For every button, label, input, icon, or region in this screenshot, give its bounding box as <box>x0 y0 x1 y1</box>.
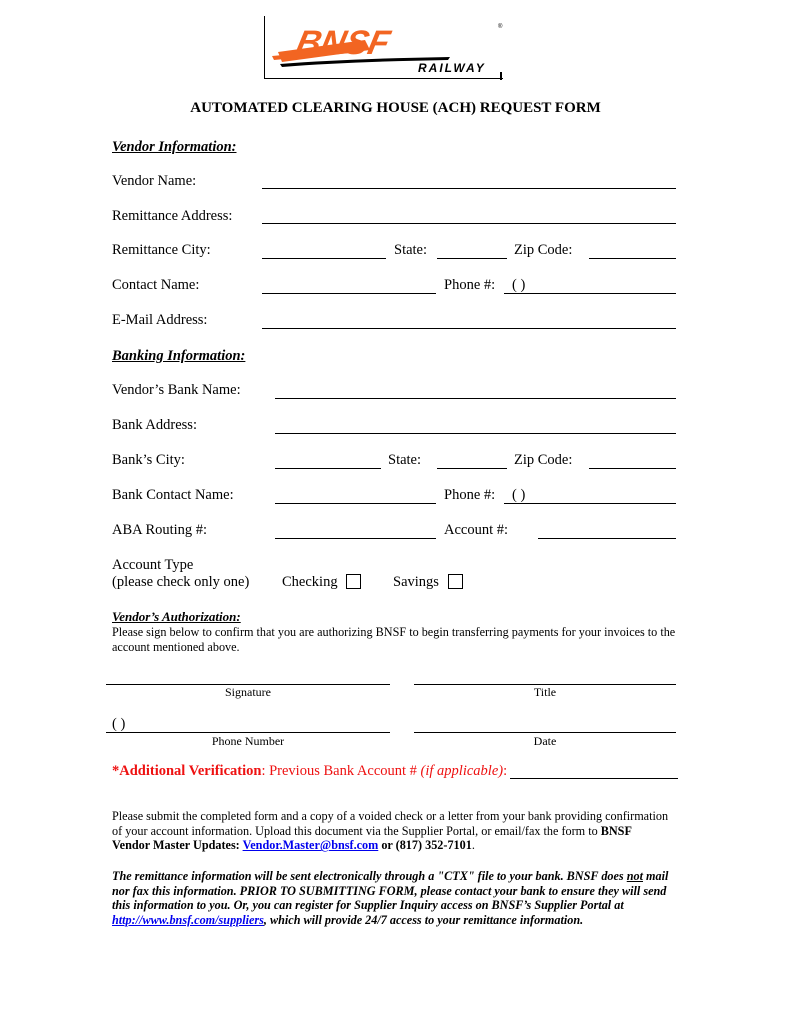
authorization-text: Please sign below to confirm that you are authorizing BNSF to begin transferring payments for your invoices to the account mentioned above. <box>112 625 676 654</box>
date-caption: Date <box>533 734 557 748</box>
contact-name-field[interactable] <box>262 293 436 294</box>
vendor-master-email-link[interactable]: Vendor.Master@bnsf.com <box>242 838 379 853</box>
bank-address-label: Bank Address: <box>112 417 197 433</box>
contact-name-label: Contact Name: <box>112 277 200 293</box>
previous-account-field[interactable] <box>510 778 678 779</box>
vendor-section-heading: Vendor Information: <box>112 139 237 155</box>
vendor-phone-label: Phone #: <box>444 277 496 293</box>
savings-checkbox[interactable] <box>448 574 463 589</box>
checking-checkbox[interactable] <box>346 574 361 589</box>
notice-part1: The remittance information will be sent electronically through a "CTX" file to your bank. BNSF does <box>112 869 627 883</box>
bank-state-field[interactable] <box>437 468 507 469</box>
remittance-notice <box>112 869 682 927</box>
remittance-address-label: Remittance Address: <box>112 208 233 224</box>
submit-end: . <box>471 838 475 853</box>
notice-not: not <box>626 869 643 883</box>
vendor-master-label: BNSF Vendor Master Updates: <box>112 823 632 853</box>
notice-part2: mail nor fax this information. PRIOR TO SUBMITTING FORM, please contact your bank to ensure they will send this information to you. Or, you can register for Supplier Inquiry access on BNSF’s Supplier Portal at <box>112 869 669 913</box>
notice-part3: , which will provide 24/7 access to your remittance information. <box>263 912 584 927</box>
submit-text: Please submit the completed form and a copy of a voided check or a letter from your bank providing confirmation of your account information. Upload this document via the Supplier Portal, or email/fax the form to <box>112 809 669 838</box>
bank-city-field[interactable] <box>275 468 381 469</box>
date-field[interactable] <box>414 732 676 733</box>
bank-contact-label: Bank Contact Name: <box>112 487 234 503</box>
bank-city-label: Bank’s City: <box>112 452 185 468</box>
vendor-name-field[interactable] <box>262 188 676 189</box>
submit-instructions <box>112 809 672 853</box>
vendor-state-label: State: <box>394 242 428 258</box>
bank-phone-field[interactable] <box>504 503 676 504</box>
supplier-portal-link[interactable]: http://www.bnsf.com/suppliers <box>112 912 264 927</box>
bank-zip-field[interactable] <box>589 468 676 469</box>
logo-mark: ® <box>498 24 503 30</box>
additional-verification-label <box>112 763 507 780</box>
vendor-phone-paren: ( ) <box>512 277 526 293</box>
banking-section-heading: Banking Information: <box>112 348 246 364</box>
check-one-note: (please check only one) <box>112 574 250 590</box>
signature-caption: Signature <box>225 685 271 699</box>
account-number-field[interactable] <box>538 538 676 539</box>
remittance-city-label: Remittance City: <box>112 242 211 258</box>
account-type-label: Account Type <box>112 557 194 573</box>
additional-verification-applicable: (if applicable) <box>420 763 504 779</box>
vendor-name-label: Vendor Name: <box>112 173 197 189</box>
checking-label: Checking <box>282 574 338 590</box>
email-label: E-Mail Address: <box>112 312 208 328</box>
remittance-address-field[interactable] <box>262 223 676 224</box>
remittance-city-field[interactable] <box>262 258 386 259</box>
bank-name-label: Vendor’s Bank Name: <box>112 382 241 398</box>
additional-verification-text: : Previous Bank Account # <box>261 763 421 779</box>
aba-routing-label: ABA Routing #: <box>112 522 208 538</box>
authorization-heading: Vendor’s Authorization: <box>112 609 241 624</box>
email-field[interactable] <box>262 328 676 329</box>
additional-verification-colon: : <box>503 763 508 779</box>
vendor-phone-field[interactable] <box>504 293 676 294</box>
bnsf-logo <box>270 18 506 76</box>
vendor-state-field[interactable] <box>437 258 507 259</box>
bank-contact-field[interactable] <box>275 503 436 504</box>
bank-state-label: State: <box>388 452 422 468</box>
bank-address-field[interactable] <box>275 433 676 434</box>
bank-phone-paren: ( ) <box>512 487 526 503</box>
auth-phone-paren: ( ) <box>112 716 126 732</box>
phone-number-caption: Phone Number <box>211 734 285 748</box>
logo-brand-text: BNSF <box>292 24 394 62</box>
vendor-zip-field[interactable] <box>589 258 676 259</box>
vendor-zip-label: Zip Code: <box>514 242 573 258</box>
title-caption: Title <box>533 685 557 699</box>
page-title: AUTOMATED CLEARING HOUSE (ACH) REQUEST FORM <box>190 100 601 116</box>
aba-routing-field[interactable] <box>275 538 436 539</box>
savings-label: Savings <box>393 574 439 590</box>
bank-name-field[interactable] <box>275 398 676 399</box>
account-number-label: Account #: <box>444 522 509 538</box>
phone-number-field[interactable] <box>106 732 390 733</box>
bank-zip-label: Zip Code: <box>514 452 573 468</box>
vendor-master-phone: or (817) 352-7101 <box>378 838 472 853</box>
bank-phone-label: Phone #: <box>444 487 496 503</box>
additional-verification-bold: *Additional Verification <box>112 763 262 779</box>
logo-sub-text: RAILWAY <box>418 61 486 75</box>
